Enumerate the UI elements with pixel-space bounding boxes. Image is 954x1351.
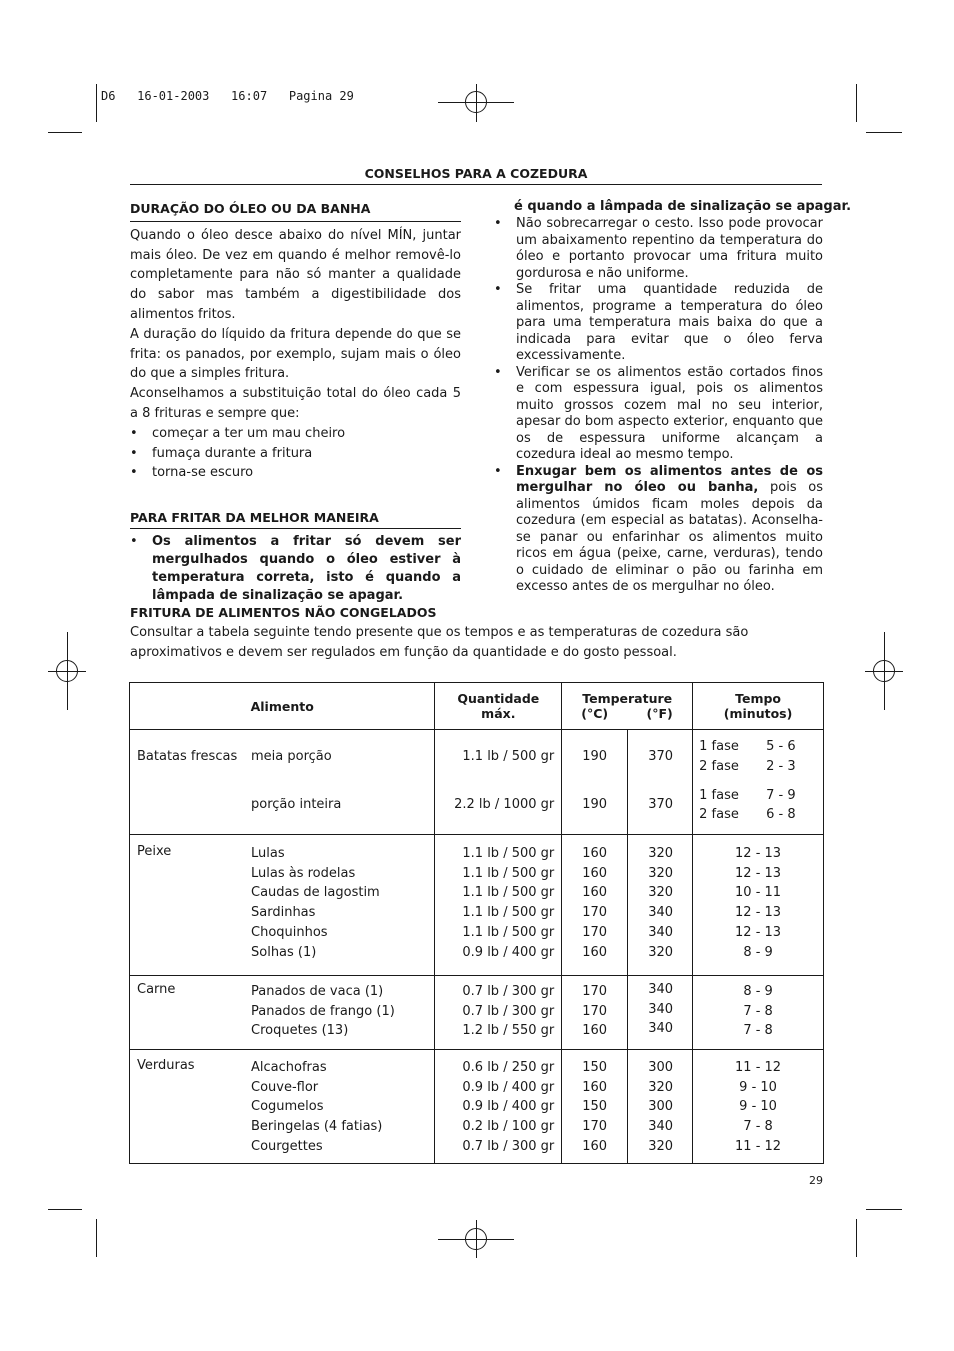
page-title: CONSELHOS PARA A COZEDURA [130,166,822,185]
list-item: • Verificar se os alimentos estão cortados finos e com espessura igual, pois os alimentos muito grossos cozem mal no seu interior, apesar do bom aspecto exterior, enquanto que os de espessura uniforme alcançam a cozedura ideal ao mesmo tempo. [494,364,823,462]
fritura-section [130,603,830,663]
list-item: • começar a ter um mau cheiro [130,425,346,441]
crop-mark [856,1219,857,1257]
header-quantidade: Quantidade máx. [435,683,562,730]
list-item: • Os alimentos a fritar só devem ser mergulhados quando o óleo estiver à temperatura correta, isto é quando a lâmpada de sinalização se apagar. [130,534,461,604]
section-title-oil: DURAÇÃO DO ÓLEO OU DA BANHA [130,199,461,222]
table-row: Verduras Alcachofras Couve-flor Cogumelos Beringelas (4 fatias) Courgettes 0.6 lb / 250 gr 0.9 lb / 400 gr 0.9 lb / 400 gr 0.2 lb / 100 gr 0.7 lb / 300 gr 150 160 150 170 160 300 320 300 340 320 11 - 12 9 - 10 9 - 10 7 - 8 11 - 12 [130,1050,824,1164]
header-tempo: Tempo (minutos) [693,683,824,730]
crop-mark [96,84,97,122]
fritura-text: Consultar a tabela seguinte tendo presente que os tempos e as temperaturas de cozedura são aproximativos e devem ser regulados em função da quantidade e do gosto pessoal. [130,625,749,660]
crop-mark [96,1219,97,1257]
list-item: • Se fritar uma quantidade reduzida de alimentos, programe a temperatura do óleo para uma temperatura mais baixa do que a indicada para evitar que o óleo ferva excessivamente. [494,282,823,363]
crop-mark [856,84,857,122]
list-item: • torna-se escuro [130,465,254,481]
crop-mark [866,132,902,133]
oil-paragraph-1: Quando o óleo desce abaixo do nível MÍN, juntar mais óleo. De vez em quando é melhor removê-lo completamente para não só manter a qualidade do sabor mas também a digestibilidade dos alimentos fritos. [130,227,461,322]
section-title-fritura: FRITURA DE ALIMENTOS NÃO CONGELADOS [130,605,437,620]
crop-mark [48,132,82,133]
header-temperature: Temperature (°C) (°F) [562,683,693,730]
table-header-row [130,683,824,730]
table-row: Carne Panados de vaca (1) Panados de frango (1) Croquetes (13) 0.7 lb / 300 gr 0.7 lb / 300 gr 1.2 lb / 550 gr 170 170 160 340 340 340 8 - 9 7 - 8 7 - 8 [130,976,824,1050]
table-row: Peixe Lulas Lulas às rodelas Caudas de lagostim Sardinhas Choquinhos Solhas (1) 1.1 lb / 500 gr 1.1 lb / 500 gr 1.1 lb / 500 gr 1.1 lb / 500 gr 1.1 lb / 500 gr 0.9 lb / 400 gr 160 160 160 170 170 160 320 320 320 340 340 320 12 - 13 12 - 13 10 - 11 12 - 13 12 - 13 8 - 9 [130,835,824,976]
list-item: • fumaça durante a fritura [130,445,313,461]
frying-table [129,682,824,1164]
list-item: • Não sobrecarregar o cesto. Isso pode provocar um abaixamento repentino da temperatura do óleo e portanto provocar uma fritura muito gordurosa e não uniforme. [494,216,823,281]
oil-paragraph-2: A duração do líquido da fritura depende do que se frita: os panados, por exemplo, sujam mais o óleo do que a simples fritura. [130,326,461,382]
print-slug: D6 16-01-2003 16:07 Pagina 29 [101,89,354,103]
right-column [494,199,852,596]
crop-mark [866,1209,902,1210]
page-number: 29 [809,1174,823,1187]
oil-paragraph-3: Aconselhamos a substituição total do óleo cada 5 a 8 frituras e sempre que: [130,386,461,421]
section-title-best: PARA FRITAR DA MELHOR MANEIRA [130,509,461,529]
best-bullet-1: Os alimentos a fritar só devem ser mergulhados quando o óleo estiver à temperatura correta, isto é quando a lâmpada de sinalização se apagar. [152,534,461,604]
left-column [130,199,461,604]
list-item: • Enxugar bem os alimentos antes de os mergulhar no óleo ou banha, pois os alimentos úmidos ficam moles depois da cozedura (em especial as batatas). Aconselha-se panar ou enfarinhar os alimentos muito ricos em água (peixe, carne, verduras), tendo o cuidado de eliminar o pão ou farinha em excesso antes de os mergulhar no óleo. [494,463,823,594]
table-row: Batatas frescas meia porção porção inteira 1.1 lb / 500 gr 2.2 lb / 1000 gr 190 190 370 370 1 fase 5 - 6 2 fase 2 - 3 1 fase 7 - 9 2 fase 6 - 8 [130,730,824,835]
best-bullet-1-continued: é quando a lâmpada de sinalização se apagar. [514,199,852,214]
crop-mark [48,1209,82,1210]
header-alimento: Alimento [130,683,435,730]
